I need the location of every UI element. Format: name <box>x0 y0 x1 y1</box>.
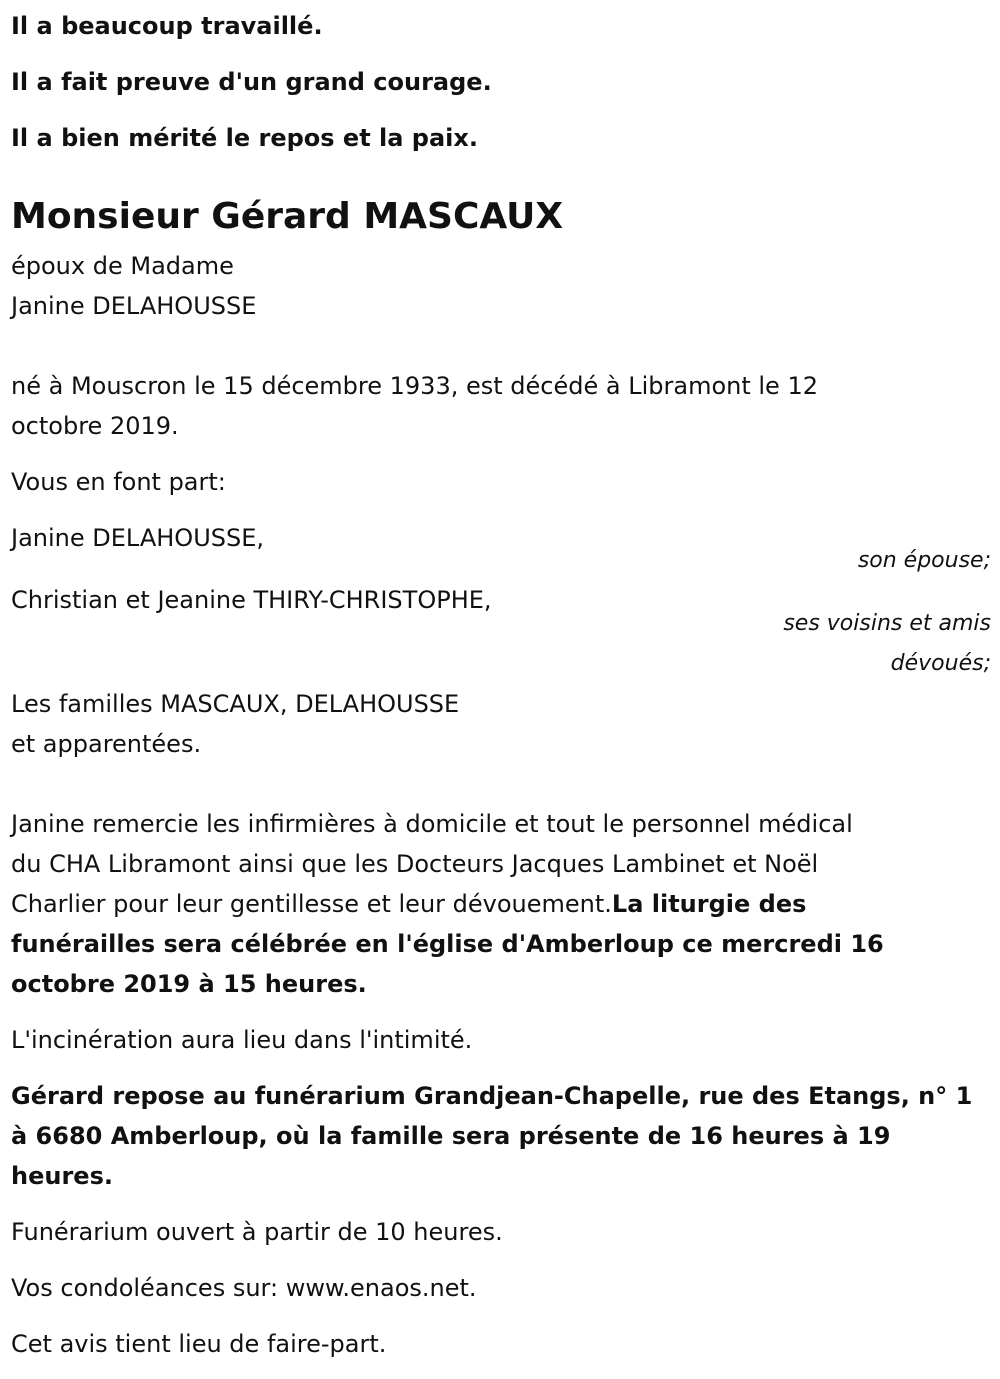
repose-line-1: Gérard repose au funérarium Grandjean-Chapelle, rue des Etangs, n° 1 <box>11 1082 973 1110</box>
liturgy-line-2: funérailles sera célébrée en l'église d'Amberloup ce mercredi 16 <box>11 930 884 958</box>
deceased-name: Monsieur Gérard MASCAUX <box>11 196 564 237</box>
mourner-role-2-line-1: ses voisins et amis <box>783 611 991 636</box>
condolences-text: Vos condoléances sur: www.enaos.net. <box>11 1274 477 1302</box>
intro-line-3: Il a bien mérité le repos et la paix. <box>11 124 479 152</box>
families-line-1: Les familles MASCAUX, DELAHOUSSE <box>11 690 460 718</box>
spouse-line-2: Janine DELAHOUSSE <box>11 292 257 320</box>
thanks-line-3-regular: Charlier pour leur gentillesse et leur dévouement. <box>11 890 612 918</box>
mourner-name-1: Janine DELAHOUSSE, <box>11 524 265 552</box>
liturgy-line-3: octobre 2019 à 15 heures. <box>11 970 367 998</box>
liturgy-start: La liturgie des <box>611 890 807 918</box>
thanks-line-2: du CHA Libramont ainsi que les Docteurs Jacques Lambinet et Noël <box>11 850 819 878</box>
thanks-line-3 <box>11 884 806 924</box>
repose-line-3: heures. <box>11 1162 113 1190</box>
families-line-2: et apparentées. <box>11 730 202 758</box>
repose-line-2: à 6680 Amberloup, où la famille sera présente de 16 heures à 19 <box>11 1122 891 1150</box>
cremation-text: L'incinération aura lieu dans l'intimité. <box>11 1026 473 1054</box>
intro-line-2: Il a fait preuve d'un grand courage. <box>11 68 492 96</box>
birth-death-line-2: octobre 2019. <box>11 412 179 440</box>
notice-text: Cet avis tient lieu de faire-part. <box>11 1330 387 1358</box>
birth-death-line-1: né à Mouscron le 15 décembre 1933, est décédé à Libramont le 12 <box>11 372 818 400</box>
mourner-role-1: son épouse; <box>857 548 991 573</box>
mourner-role-2-line-2: dévoués; <box>890 651 991 676</box>
spouse-line-1: époux de Madame <box>11 252 234 280</box>
opening-hours-text: Funérarium ouvert à partir de 10 heures. <box>11 1218 503 1246</box>
intro-line-1: Il a beaucoup travaillé. <box>11 12 323 40</box>
announce-text: Vous en font part: <box>11 468 226 496</box>
mourner-name-2: Christian et Jeanine THIRY-CHRISTOPHE, <box>11 586 492 614</box>
thanks-line-1: Janine remercie les infirmières à domicile et tout le personnel médical <box>11 810 853 838</box>
